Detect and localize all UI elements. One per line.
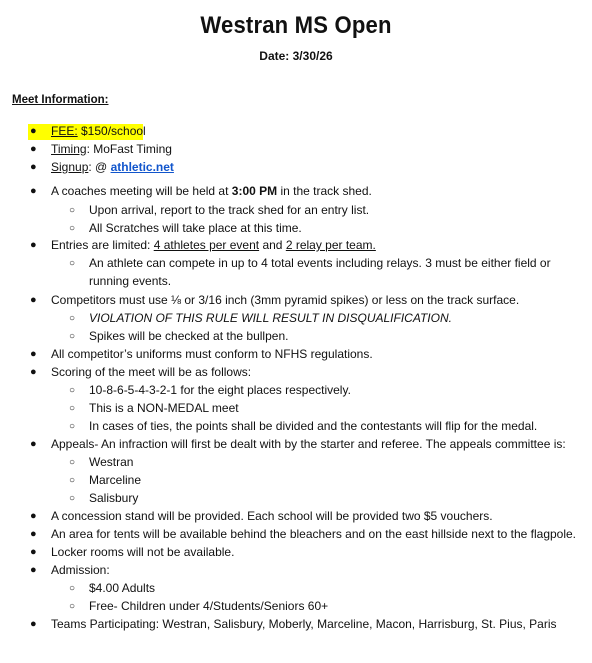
coaches-text: A coaches meeting will be held at [51,184,232,198]
meet-date: Date: 3/30/26 [259,49,333,63]
bullet-dot: ● [30,348,37,360]
bullet-dot: ● [30,510,37,522]
bullet-circle: ○ [69,331,76,342]
scoring-sub-item: 10-8-6-5-4-3-2-1 for the eight places respectively. [89,383,351,397]
scoring-sub-item: This is a NON-MEDAL meet [89,401,239,415]
bullet-circle: ○ [69,493,76,504]
section-heading: Meet Information: [12,94,109,106]
admission-line: Admission: [51,563,110,577]
coaches-text-end: in the track shed. [277,184,372,198]
bullet-circle: ○ [69,583,76,594]
admission-price: Free- Children under 4/Students/Seniors 60+ [89,599,329,613]
tents-line: An area for tents will be available behind the bleachers and on the east hillside next to the flagpole. [51,527,577,541]
bullet-dot: ● [30,125,37,137]
appeals-member: Westran [89,455,134,469]
locker-line: Locker rooms will not be available. [51,545,235,559]
page-title: Westran MS Open [200,12,392,39]
entries-limit-relay: 2 relay per team. [285,238,376,252]
bullet-dot: ● [30,185,37,197]
bullet-circle: ○ [69,421,76,432]
spikes-warning: VIOLATION OF THIS RULE WILL RESULT IN DISQUALIFICATION. [89,311,452,325]
uniforms-line: All competitor’s uniforms must conform to NFHS regulations. [51,347,373,361]
scoring-line: Scoring of the meet will be as follows: [51,365,252,379]
bullet-circle: ○ [69,601,76,612]
admission-price: $4.00 Adults [89,581,156,595]
bullet-dot: ● [30,366,37,378]
bullet-circle: ○ [69,475,76,486]
bullet-circle: ○ [69,403,76,414]
bullet-circle: ○ [69,223,76,234]
bullet-circle: ○ [69,313,76,324]
entries-limit-athletes: 4 athletes per event [153,238,260,252]
bullet-dot: ● [30,161,37,173]
bullet-circle: ○ [69,385,76,396]
timing-value: : MoFast Timing [86,142,172,156]
coaches-meeting-line [51,184,372,199]
coaches-sub-item: All Scratches will take place at this time. [89,221,302,235]
appeals-member: Marceline [89,473,142,487]
appeals-member: Salisbury [89,491,139,505]
bullet-circle: ○ [69,205,76,216]
entries-text-mid: and [259,238,286,252]
bullet-dot: ● [30,564,37,576]
entries-line [51,238,376,253]
timing-label: Timing [51,142,87,156]
bullet-dot: ● [30,143,37,155]
signup-value: : @ [88,160,111,174]
scoring-sub-item: In cases of ties, the points shall be divided and the contestants will flip for the medal. [89,419,538,433]
teams-line: Teams Participating: Westran, Salisbury, Moberly, Marceline, Macon, Harrisburg, St. Pius, Paris [51,617,557,631]
spikes-sub-item: Spikes will be checked at the bullpen. [89,329,289,343]
bullet-dot: ● [30,618,37,630]
bullet-dot: ● [30,294,37,306]
timing-line [51,142,172,157]
signup-line [51,160,174,175]
concession-line: A concession stand will be provided. Each school will be provided two $5 vouchers. [51,509,493,523]
entries-sub-item: An athlete can compete in up to 4 total events including relays. 3 must be either field or running events. [89,256,551,288]
signup-label: Signup [51,160,89,174]
fee-value: $150/school [77,124,146,138]
bullet-circle: ○ [69,258,76,269]
bullet-dot: ● [30,546,37,558]
spikes-line: Competitors must use ⅛ or 3/16 inch (3mm pyramid spikes) or less on the track surface. [51,293,520,307]
appeals-line: Appeals- An infraction will first be dealt with by the starter and referee. The appeals committee is: [51,437,566,451]
bullet-dot: ● [30,239,37,251]
athletic-net-link[interactable]: athletic.net [110,160,174,174]
bullet-dot: ● [30,438,37,450]
coaches-sub-item: Upon arrival, report to the track shed for an entry list. [89,203,370,217]
coaches-time: 3:00 PM [231,184,278,198]
fee-line [51,124,146,139]
bullet-circle: ○ [69,457,76,468]
entries-text: Entries are limited: [51,238,154,252]
fee-label: FEE: [51,124,78,138]
bullet-dot: ● [30,528,37,540]
